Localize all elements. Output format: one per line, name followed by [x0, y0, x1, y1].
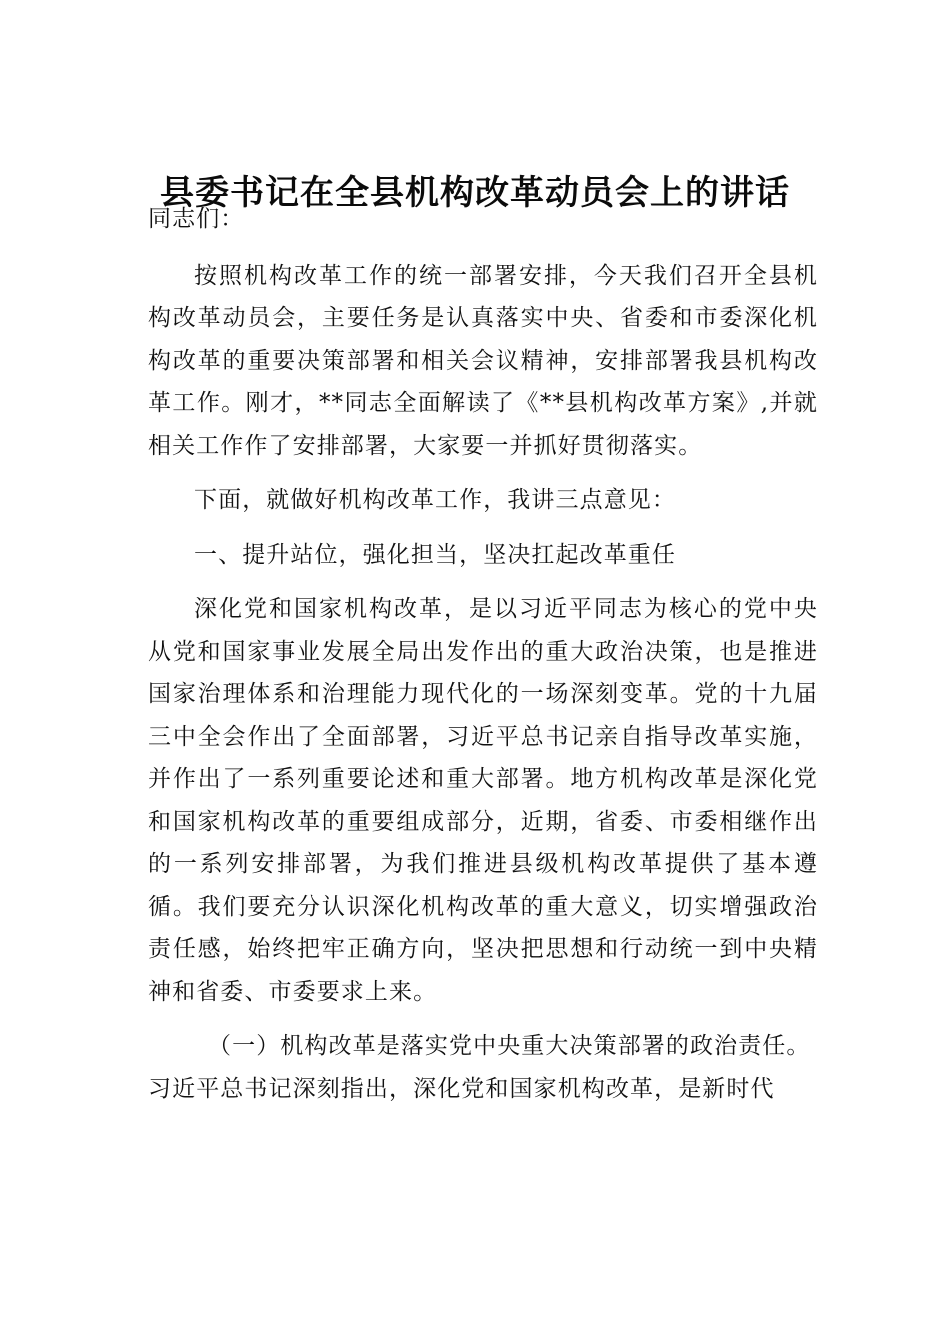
document-title: 县委书记在全县机构改革动员会上的讲话 — [160, 172, 790, 213]
paragraph-section-one: 深化党和国家机构改革，是以习近平同志为核心的党中央从党和国家事业发展全局出发作出的重大政治决策，也是推进国家治理体系和治理能力现代化的一场深刻变革。党的十九届三中全会作出了全面部署，习近平总书记亲自指导改革实施，并作出了一系列重要论述和重大部署。地方机构改革是深化党和国家机构改革的重要组成部分，近期，省委、市委相继作出的一系列安排部署，为我们推进县级机构改革提供了基本遵循。我们要充分认识深化机构改革的重大意义，切实增强政治责任感，始终把牢正确方向，坚决把思想和行动统一到中央精神和省委、市委要求上来。 — [148, 596, 818, 1005]
document-body — [148, 198, 818, 1110]
paragraph-intro: 按照机构改革工作的统一部署安排，今天我们召开全县机构改革动员会，主要任务是认真落实中央、省委和市委深化机构改革的重要决策部署和相关会议精神，安排部署我县机构改革工作。刚才，**同志全面解读了《**县机构改革方案》,并就相关工作作了安排部署，大家要一并抓好贯彻落实。 — [148, 262, 818, 459]
paragraph-outline: 下面，就做好机构改革工作，我讲三点意见： — [194, 487, 676, 513]
subsection-heading: （一）机构改革是落实党中央重大决策部署的政治责任。 — [208, 1033, 811, 1059]
subsection-text: 习近平总书记深刻指出，深化党和国家机构改革，是新时代 — [148, 1075, 775, 1102]
salutation: 同志们： — [148, 206, 245, 232]
section-heading-one: 一、提升站位，强化担当，坚决扛起改革重任 — [194, 541, 676, 568]
subsection-one — [148, 1025, 818, 1110]
